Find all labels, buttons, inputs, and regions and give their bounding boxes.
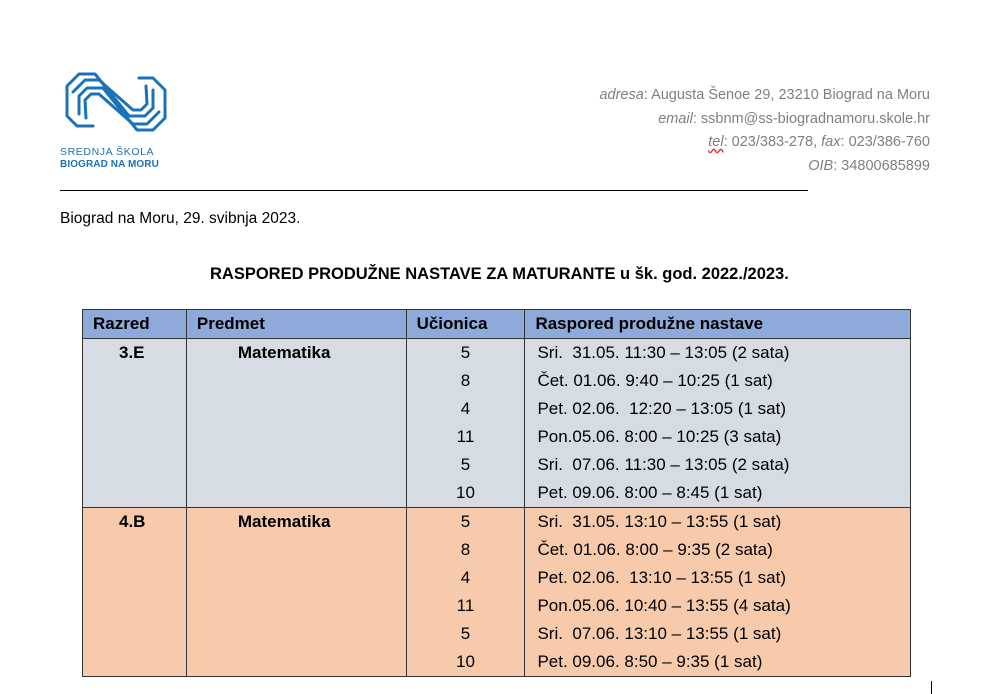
fax-value: 023/386-760 — [848, 134, 930, 150]
cell-raspored: Sri. 31.05. 11:30 – 13:05 (2 sata) — [525, 339, 911, 368]
cell-ucionica: 5 — [406, 339, 525, 368]
cell-predmet — [186, 395, 406, 423]
cell-razred — [83, 423, 187, 451]
date-line: Biograd na Moru, 29. svibnja 2023. — [60, 210, 301, 227]
cell-predmet — [186, 479, 406, 508]
address-label: adresa — [599, 87, 644, 103]
cell-raspored: Pet. 09.06. 8:00 – 8:45 (1 sat) — [525, 479, 911, 508]
cell-raspored: Pon.05.06. 8:00 – 10:25 (3 sata) — [525, 423, 911, 451]
cell-razred: 4.B — [83, 508, 187, 537]
fax-label: fax — [821, 134, 841, 150]
cell-predmet — [186, 451, 406, 479]
email-line: email: ssbnm@ss-biogradnamoru.skole.hr — [658, 110, 930, 127]
cell-predmet — [186, 592, 406, 620]
logo-text-line1: SREDNJA ŠKOLA — [60, 146, 155, 158]
cell-ucionica: 4 — [406, 564, 525, 592]
cell-razred — [83, 648, 187, 677]
cell-predmet: Matematika — [186, 339, 406, 368]
cell-predmet — [186, 423, 406, 451]
cell-ucionica: 8 — [406, 367, 525, 395]
table-row — [83, 508, 911, 537]
document-title: RASPORED PRODUŽNE NASTAVE ZA MATURANTE u šk. god. 2022./2023. — [210, 265, 789, 283]
school-logo-icon — [63, 68, 169, 136]
cell-ucionica: 8 — [406, 536, 525, 564]
oib-label: OIB — [808, 157, 834, 174]
table-row — [83, 451, 911, 479]
header-divider — [60, 190, 808, 191]
schedule-table — [82, 309, 911, 677]
cell-ucionica: 5 — [406, 508, 525, 537]
table-row — [83, 592, 911, 620]
table-header-row — [83, 310, 911, 339]
header-raspored: Raspored produžne nastave — [525, 310, 911, 339]
table-row — [83, 339, 911, 368]
phone-line: tel: 023/383-278, fax: 023/386-760 — [708, 134, 930, 150]
table-row — [83, 423, 911, 451]
cell-predmet: Matematika — [186, 508, 406, 537]
cell-razred — [83, 564, 187, 592]
schedule-body — [83, 339, 911, 677]
oib-value: 34800685899 — [841, 157, 930, 174]
text-cursor — [931, 681, 932, 694]
table-row — [83, 479, 911, 508]
header-ucionica: Učionica — [406, 310, 525, 339]
table-row — [83, 648, 911, 677]
cell-razred: 3.E — [83, 339, 187, 368]
cell-raspored: Čet. 01.06. 8:00 – 9:35 (2 sata) — [525, 536, 911, 564]
cell-predmet — [186, 536, 406, 564]
cell-ucionica: 5 — [406, 451, 525, 479]
address-value: Augusta Šenoe 29, 23210 Biograd na Moru — [651, 87, 930, 103]
cell-razred — [83, 592, 187, 620]
header-razred: Razred — [83, 310, 187, 339]
email-value[interactable]: ssbnm@ss-biogradnamoru.skole.hr — [700, 110, 930, 127]
cell-ucionica: 10 — [406, 648, 525, 677]
cell-razred — [83, 451, 187, 479]
address-line: adresa: Augusta Šenoe 29, 23210 Biograd na Moru — [599, 87, 930, 103]
table-row — [83, 395, 911, 423]
cell-raspored: Pet. 09.06. 8:50 – 9:35 (1 sat) — [525, 648, 911, 677]
header-predmet: Predmet — [186, 310, 406, 339]
logo-text-line2: BIOGRAD NA MORU — [60, 159, 159, 170]
cell-razred — [83, 536, 187, 564]
cell-predmet — [186, 367, 406, 395]
cell-razred — [83, 367, 187, 395]
cell-raspored: Sri. 07.06. 11:30 – 13:05 (2 sata) — [525, 451, 911, 479]
cell-ucionica: 11 — [406, 592, 525, 620]
cell-razred — [83, 479, 187, 508]
tel-label: tel — [708, 134, 724, 150]
oib-line: OIB: 34800685899 — [808, 157, 930, 174]
cell-razred — [83, 620, 187, 648]
cell-predmet — [186, 648, 406, 677]
cell-raspored: Čet. 01.06. 9:40 – 10:25 (1 sat) — [525, 367, 911, 395]
cell-raspored: Pet. 02.06. 13:10 – 13:55 (1 sat) — [525, 564, 911, 592]
cell-raspored: Sri. 07.06. 13:10 – 13:55 (1 sat) — [525, 620, 911, 648]
school-logo — [60, 68, 172, 178]
cell-raspored: Sri. 31.05. 13:10 – 13:55 (1 sat) — [525, 508, 911, 537]
cell-ucionica: 5 — [406, 620, 525, 648]
table-row — [83, 620, 911, 648]
cell-ucionica: 4 — [406, 395, 525, 423]
table-row — [83, 367, 911, 395]
cell-predmet — [186, 620, 406, 648]
contact-block — [599, 84, 930, 178]
table-row — [83, 536, 911, 564]
cell-predmet — [186, 564, 406, 592]
tel-value: 023/383-278, — [731, 134, 822, 150]
email-label: email — [658, 110, 693, 127]
cell-ucionica: 11 — [406, 423, 525, 451]
cell-raspored: Pet. 02.06. 12:20 – 13:05 (1 sat) — [525, 395, 911, 423]
table-row — [83, 564, 911, 592]
cell-raspored: Pon.05.06. 10:40 – 13:55 (4 sata) — [525, 592, 911, 620]
cell-ucionica: 10 — [406, 479, 525, 508]
cell-razred — [83, 395, 187, 423]
